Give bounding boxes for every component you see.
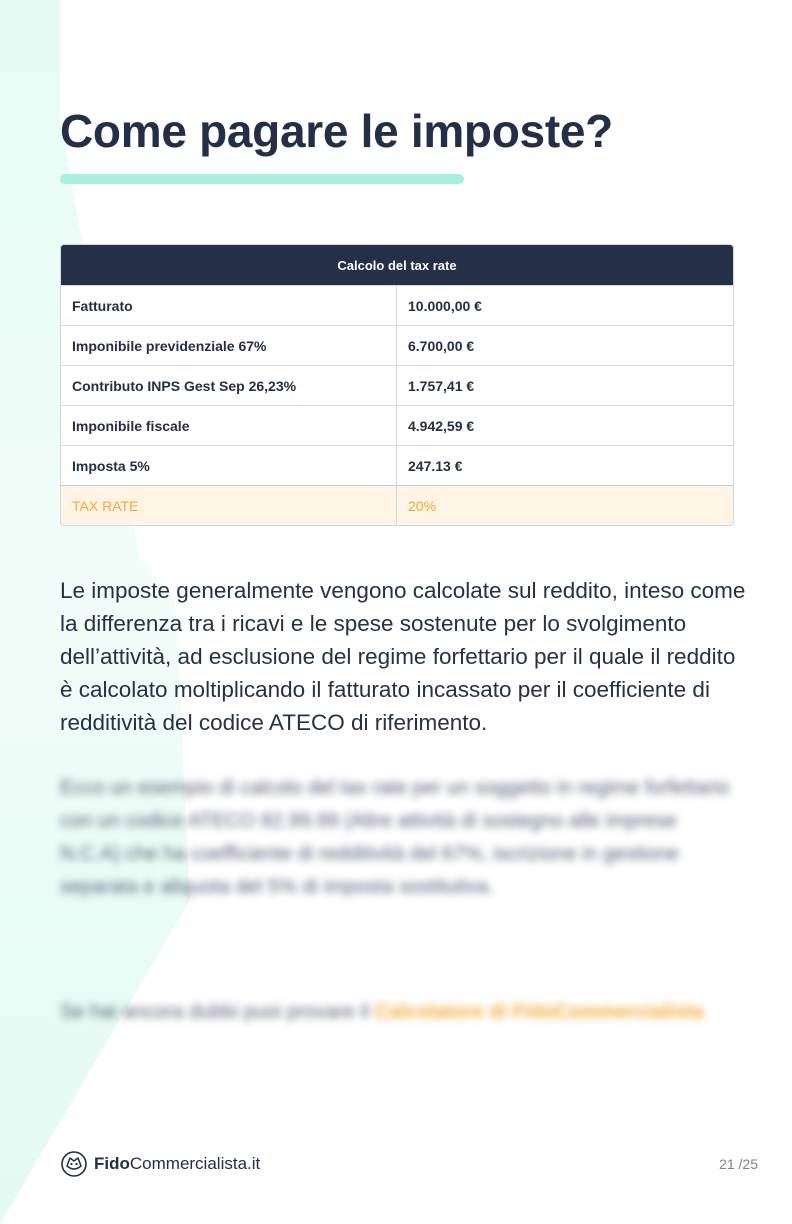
table-cell-label: Imponibile previdenziale 67%: [61, 326, 397, 365]
table-cell-value: 1.757,41 €: [408, 377, 475, 394]
table-row: [61, 445, 733, 485]
example-paragraph: Ecco un esempio di calcolo del tax rate per un soggetto in regime forfettario con un codice ATECO 82.99.99 (Altre attività di sostegno alle imprese N.C.A) che ha coefficiente di redditività del 67%, iscrizione in gestione separata e aliquota del 5% di imposta sostitutiva.: [60, 777, 730, 898]
tax-rate-label: TAX RATE: [61, 486, 397, 525]
brand-logo[interactable]: [60, 1150, 260, 1178]
table-cell-value: 6.700,00 €: [408, 337, 475, 354]
table-cell-label: Contributo INPS Gest Sep 26,23%: [61, 366, 397, 405]
cta-prefix: Se hai ancora dubbi puoi provare il: [60, 1001, 370, 1023]
dog-head-icon: [60, 1150, 88, 1178]
table-cell-label: Imponibile fiscale: [61, 406, 397, 445]
tax-rate-highlight-row: [61, 485, 733, 525]
table-row: [61, 365, 733, 405]
page-title: Come pagare le imposte?: [60, 105, 613, 157]
calculator-link[interactable]: Calcolatore di FidoCommercialista: [374, 1001, 704, 1023]
page-number: 21 /25: [719, 1156, 758, 1172]
body-paragraph: Le imposte generalmente vengono calcolate sul reddito, inteso come la differenza tra i ricavi e le spese sostenute per lo svolgimento dell’attività, ad esclusione del regime forfettario per il quale il reddito è calcolato moltiplicando il fatturato incassato per il coefficiente di redditività del codice ATECO di riferimento.: [60, 578, 746, 735]
cta-paragraph: [60, 996, 740, 1029]
table-cell-label: Fatturato: [61, 286, 397, 325]
table-row: [61, 285, 733, 325]
brand-name-bold: Fido: [94, 1154, 130, 1173]
table-cell-value: 10.000,00 €: [408, 297, 482, 314]
table-row: [61, 325, 733, 365]
table-cell-value: 4.942,59 €: [408, 417, 475, 434]
table-cell-value: 247.13 €: [408, 457, 463, 474]
table-cell-label: Imposta 5%: [61, 446, 397, 485]
tax-rate-value: 20%: [408, 497, 437, 514]
tax-rate-table: [60, 244, 734, 526]
brand-name-regular: Commercialista.it: [129, 1154, 261, 1173]
title-underline: [60, 174, 464, 184]
footer: [60, 1150, 760, 1180]
table-header: Calcolo del tax rate: [61, 245, 733, 285]
table-row: [61, 405, 733, 445]
